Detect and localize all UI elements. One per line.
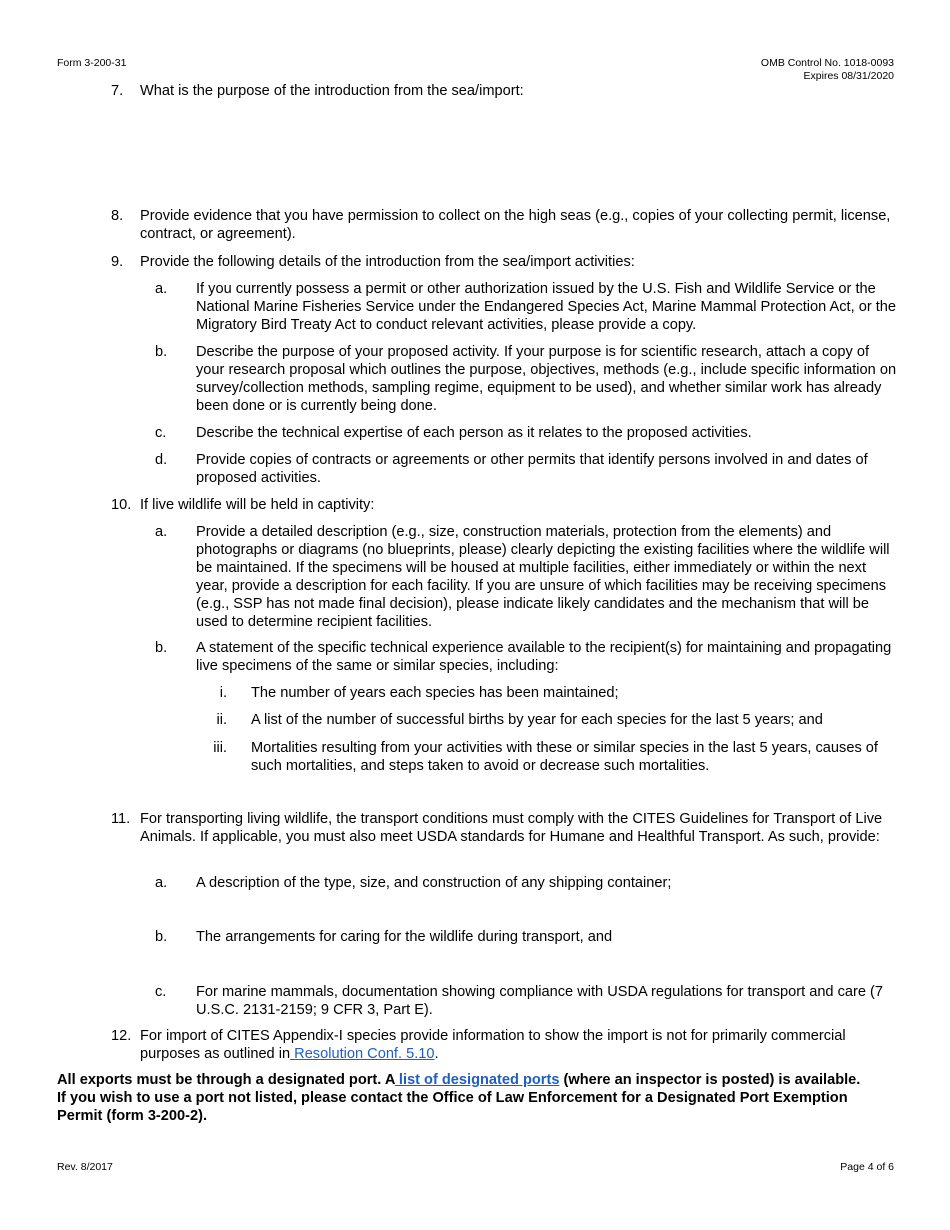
sub-letter: a. xyxy=(155,875,168,891)
question-number: 9. xyxy=(111,254,124,270)
question-number: 11. xyxy=(111,811,131,827)
sub-text: A statement of the specific technical experience available to the recipient(s) for maintaining and propagating live specimens of the same or similar species, including: xyxy=(196,640,892,674)
sub-letter: a. xyxy=(155,281,168,297)
question-10 xyxy=(111,496,897,514)
question-12-text: For import of CITES Appendix-I species provide information to show the import is not for primarily commercial purposes as outlined in xyxy=(140,1028,846,1062)
question-12-period: . xyxy=(434,1046,439,1062)
question-11 xyxy=(111,810,897,864)
question-9 xyxy=(111,253,897,271)
form-number: Form 3-200-31 xyxy=(57,57,127,69)
notice-text-start: All exports must be through a designated port. A xyxy=(57,1072,395,1088)
sub-letter: b. xyxy=(155,929,168,945)
sub-text: A description of the type, size, and construction of any shipping container; xyxy=(196,875,672,891)
question-text: Provide evidence that you have permission to collect on the high seas (e.g., copies of your collecting permit, license, contract, or agreement). xyxy=(140,208,891,242)
question-text: Provide the following details of the introduction from the sea/import activities: xyxy=(140,254,635,270)
question-text: If live wildlife will be held in captivity: xyxy=(140,497,375,513)
question-8 xyxy=(111,207,897,243)
sub-letter: d. xyxy=(155,452,168,468)
sub-letter: b. xyxy=(155,640,168,656)
question-text xyxy=(140,1027,897,1063)
roman-numeral: i. xyxy=(219,685,227,701)
omb-info xyxy=(761,57,894,83)
sub-letter: c. xyxy=(155,425,167,441)
sub-text: Provide copies of contracts or agreements or other permits that identify persons involved in and dates of proposed activities. xyxy=(196,452,868,486)
question-7 xyxy=(111,82,897,100)
roman-numeral: ii. xyxy=(216,712,227,728)
page-number: Page 4 of 6 xyxy=(840,1161,894,1173)
sub-letter: b. xyxy=(155,344,168,360)
sub-text: The arrangements for caring for the wildlife during transport, and xyxy=(196,929,613,945)
revision-date: Rev. 8/2017 xyxy=(57,1161,113,1173)
sub-text: Provide a detailed description (e.g., size, construction materials, protection from the elements) and photographs or diagrams (no blueprints, please) clearly depicting the existing facilities where the wildlife will be maintained. If the specimens will be housed at multiple facilities, either immediately or within the next year, provide a description for each facility. If you are unsure of which facilities may be receiving specimens (e.g., SSP has not made final decision), please indicate likely candidates and the mechanism that will be used to determine recipient facilities. xyxy=(196,524,890,630)
omb-control-number: OMB Control No. 1018-0093 xyxy=(760,57,894,69)
sub-text: If you currently possess a permit or other authorization issued by the U.S. Fish and Wildlife Service or the National Marine Fisheries Service under the Endangered Species Act, Marine Mammal Protection Act, or the Migratory Bird Treaty Act to conduct relevant activities, please provide a copy. xyxy=(196,281,897,333)
question-text: For transporting living wildlife, the transport conditions must comply with the CITES Guidelines for Transport of Live Animals. If applicable, you must also meet USDA standards for Humane and Healthful Transport. As such, provide: xyxy=(140,811,883,845)
designated-ports-link[interactable]: list of designated ports xyxy=(394,1072,560,1088)
expiration-date: Expires 08/31/2020 xyxy=(803,70,894,82)
roman-text: A list of the number of successful births by year for each species for the last 5 years; and xyxy=(251,712,823,728)
question-number: 8. xyxy=(111,208,124,224)
sub-text: Describe the technical expertise of each person as it relates to the proposed activities. xyxy=(196,425,752,441)
question-number: 10. xyxy=(111,497,132,513)
designated-port-notice xyxy=(57,1071,867,1125)
roman-text: The number of years each species has been maintained; xyxy=(251,685,619,701)
question-number: 7. xyxy=(111,83,124,99)
roman-numeral: iii. xyxy=(213,740,227,756)
notice-text-end: (where an inspector is posted) is available. If you wish to use a port not listed, please contact the Office of Law Enforcement for a Designated Port Exemption Permit (form 3-200-2). xyxy=(57,1072,861,1124)
question-number: 12. xyxy=(111,1028,132,1044)
sub-text: For marine mammals, documentation showing compliance with USDA regulations for transport and care (7 U.S.C. 2131-2159; 9 CFR 3, Part E). xyxy=(196,984,884,1018)
roman-text: Mortalities resulting from your activities with these or similar species in the last 5 years, causes of such mortalities, and steps taken to avoid or decrease such mortalities. xyxy=(251,740,878,774)
sub-letter: c. xyxy=(155,984,167,1000)
resolution-conf-link[interactable]: Resolution Conf. 5.10 xyxy=(290,1046,435,1062)
question-text: What is the purpose of the introduction from the sea/import: xyxy=(140,83,524,99)
sub-text: Describe the purpose of your proposed activity. If your purpose is for scientific research, attach a copy of your research proposal which outlines the purpose, objectives, methods (e.g., include specific information on survey/collection methods, sampling regime, equipment to be used), and whether similar work has already been done or is currently being done. xyxy=(196,344,897,414)
sub-letter: a. xyxy=(155,524,168,540)
question-12 xyxy=(111,1027,897,1063)
